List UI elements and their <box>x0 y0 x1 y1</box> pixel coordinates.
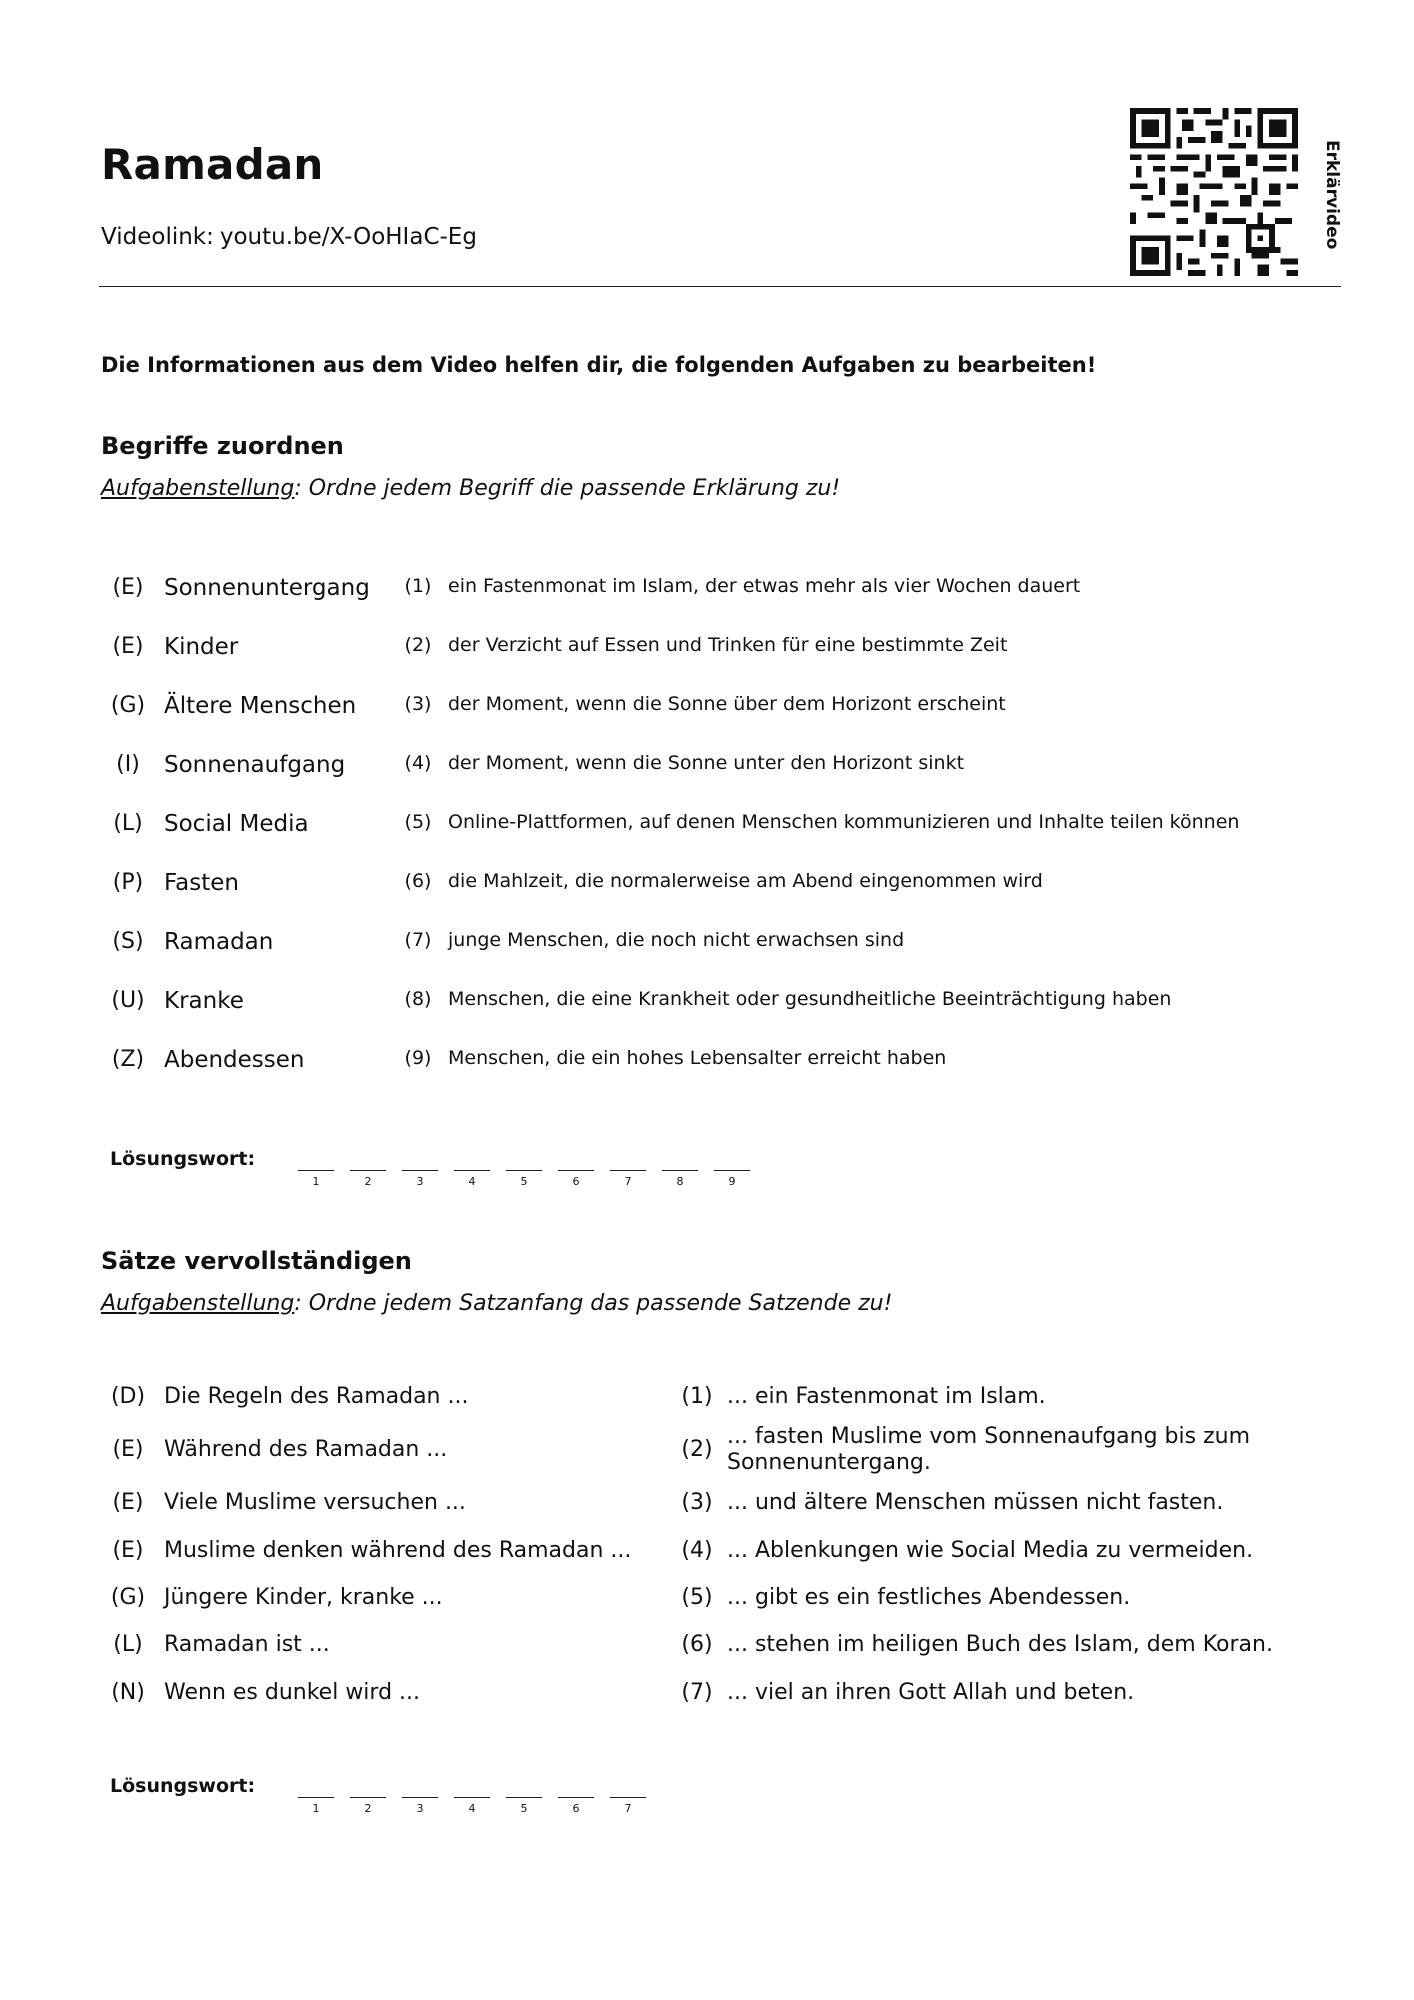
explanation-number: (2) <box>404 634 432 656</box>
explanation-number: (5) <box>404 811 432 833</box>
blank-number: 1 <box>312 1175 320 1188</box>
term: Sonnenaufgang <box>164 752 346 778</box>
sentence-start: Wenn es dunkel wird ... <box>164 1680 421 1705</box>
sentence-end: ... viel an ihren Gott Allah und beten. <box>727 1680 1135 1705</box>
explanation-number: (9) <box>404 1047 432 1069</box>
term: Sonnenuntergang <box>164 575 370 601</box>
match-row <box>0 693 1414 733</box>
term-letter: (L) <box>113 811 143 836</box>
sentence-row <box>0 1384 1414 1428</box>
sentence-end: ... ein Fastenmonat im Islam. <box>727 1384 1046 1409</box>
blank-number: 3 <box>416 1802 424 1815</box>
sentence-end: ... fasten Muslime vom Sonnenaufgang bis zum Sonnenuntergang. <box>727 1424 1250 1475</box>
section1-heading: Begriffe zuordnen <box>101 432 344 460</box>
explanation: die Mahlzeit, die normalerweise am Abend eingenommen wird <box>448 870 1043 892</box>
intro-text: Die Informationen aus dem Video helfen dir, die folgenden Aufgaben zu bearbeiten! <box>101 353 1097 377</box>
sentence-start-letter: (E) <box>112 1490 144 1515</box>
match-row <box>0 575 1414 615</box>
explanation: Online-Plattformen, auf denen Menschen kommunizieren und Inhalte teilen können <box>448 811 1240 833</box>
match-row <box>0 988 1414 1028</box>
term-letter: (P) <box>112 870 144 895</box>
explanation: der Moment, wenn die Sonne über dem Horizont erscheint <box>448 693 1006 715</box>
match-row <box>0 870 1414 910</box>
sentence-end-number: (4) <box>681 1538 713 1563</box>
sentence-row <box>0 1585 1414 1629</box>
explanation: ein Fastenmonat im Islam, der etwas mehr als vier Wochen dauert <box>448 575 1081 597</box>
section1-task <box>101 476 840 501</box>
sentence-end-number: (6) <box>681 1632 713 1657</box>
sentence-end: ... und ältere Menschen müssen nicht fasten. <box>727 1490 1224 1515</box>
explanation: der Moment, wenn die Sonne unter den Horizont sinkt <box>448 752 965 774</box>
sentence-row <box>0 1538 1414 1582</box>
sentence-start: Muslime denken während des Ramadan ... <box>164 1538 632 1563</box>
term: Ramadan <box>164 929 274 955</box>
section2-heading: Sätze vervollständigen <box>101 1247 412 1275</box>
video-link <box>101 224 477 250</box>
sentence-start: Die Regeln des Ramadan ... <box>164 1384 469 1409</box>
term-letter: (Z) <box>111 1047 145 1072</box>
term: Kranke <box>164 988 244 1014</box>
blank-number: 4 <box>468 1175 476 1188</box>
explanation-number: (7) <box>404 929 432 951</box>
sentence-start-letter: (E) <box>112 1437 144 1462</box>
term-letter: (G) <box>110 693 146 718</box>
sentence-start-letter: (D) <box>110 1384 146 1409</box>
sentence-end-number: (5) <box>681 1585 713 1610</box>
blank-number: 6 <box>572 1175 580 1188</box>
explanation: Menschen, die ein hohes Lebensalter erreicht haben <box>448 1047 947 1069</box>
match-row <box>0 634 1414 674</box>
match-row <box>0 752 1414 792</box>
blank-number: 5 <box>520 1175 528 1188</box>
match-row <box>0 811 1414 851</box>
solution-label: Lösungswort: <box>110 1775 256 1797</box>
term: Ältere Menschen <box>164 693 357 719</box>
blank-number: 7 <box>624 1802 632 1815</box>
explanation: der Verzicht auf Essen und Trinken für eine bestimmte Zeit <box>448 634 1008 656</box>
explanation: junge Menschen, die noch nicht erwachsen sind <box>448 929 905 951</box>
term-letter: (U) <box>111 988 145 1013</box>
sentence-row <box>0 1424 1414 1481</box>
blank-number: 9 <box>728 1175 736 1188</box>
sentence-end-number: (7) <box>681 1680 713 1705</box>
term-letter: (E) <box>112 634 144 659</box>
blank-number: 5 <box>520 1802 528 1815</box>
blank-number: 4 <box>468 1802 476 1815</box>
qr-caption: Erklärvideo <box>1322 140 1342 250</box>
sentence-start: Jüngere Kinder, kranke ... <box>164 1585 443 1610</box>
term: Fasten <box>164 870 239 896</box>
sentence-end-number: (1) <box>681 1384 713 1409</box>
blank-number: 3 <box>416 1175 424 1188</box>
page-title: Ramadan <box>101 140 324 189</box>
task-text: : Ordne jedem Begriff die passende Erklärung zu! <box>294 476 841 501</box>
term: Kinder <box>164 634 239 660</box>
sentence-start: Viele Muslime versuchen ... <box>164 1490 466 1515</box>
task-label: Aufgabenstellung <box>101 476 295 501</box>
term-letter: (S) <box>112 929 144 954</box>
sentence-start-letter: (L) <box>113 1632 143 1657</box>
explanation-number: (8) <box>404 988 432 1010</box>
blank-number: 8 <box>676 1175 684 1188</box>
sentence-row <box>0 1632 1414 1676</box>
task-text: : Ordne jedem Satzanfang das passende Satzende zu! <box>294 1291 893 1316</box>
sentence-start: Ramadan ist ... <box>164 1632 330 1657</box>
explanation: Menschen, die eine Krankheit oder gesundheitliche Beeinträchtigung haben <box>448 988 1172 1010</box>
blank-number: 2 <box>364 1175 372 1188</box>
sentence-start-letter: (G) <box>110 1585 146 1610</box>
solution-label: Lösungswort: <box>110 1148 256 1170</box>
blank-number: 6 <box>572 1802 580 1815</box>
explanation-number: (6) <box>404 870 432 892</box>
qr-code-icon[interactable] <box>1130 108 1298 276</box>
sentence-end-number: (2) <box>681 1437 713 1462</box>
term: Abendessen <box>164 1047 305 1073</box>
task-label: Aufgabenstellung <box>101 1291 295 1316</box>
sentence-end: ... Ablenkungen wie Social Media zu vermeiden. <box>727 1538 1254 1563</box>
video-link-url[interactable]: youtu.be/X-OoHIaC-Eg <box>219 224 477 250</box>
sentence-row <box>0 1680 1414 1724</box>
sentence-start-letter: (E) <box>112 1538 144 1563</box>
term-letter: (E) <box>112 575 144 600</box>
match-row <box>0 929 1414 969</box>
sentence-end: ... gibt es ein festliches Abendessen. <box>727 1585 1131 1610</box>
explanation-number: (1) <box>404 575 432 597</box>
sentence-row <box>0 1490 1414 1534</box>
blank-number: 7 <box>624 1175 632 1188</box>
video-link-label: Videolink: <box>101 224 214 250</box>
sentence-end-number: (3) <box>681 1490 713 1515</box>
sentence-start: Während des Ramadan ... <box>164 1437 448 1462</box>
sentence-end: ... stehen im heiligen Buch des Islam, dem Koran. <box>727 1632 1273 1657</box>
explanation-number: (4) <box>404 752 432 774</box>
explanation-number: (3) <box>404 693 432 715</box>
header-divider <box>99 286 1341 287</box>
sentence-start-letter: (N) <box>111 1680 145 1705</box>
term-letter: (I) <box>116 752 140 777</box>
term: Social Media <box>164 811 309 837</box>
section2-task <box>101 1291 892 1316</box>
blank-number: 2 <box>364 1802 372 1815</box>
match-row <box>0 1047 1414 1087</box>
blank-number: 1 <box>312 1802 320 1815</box>
